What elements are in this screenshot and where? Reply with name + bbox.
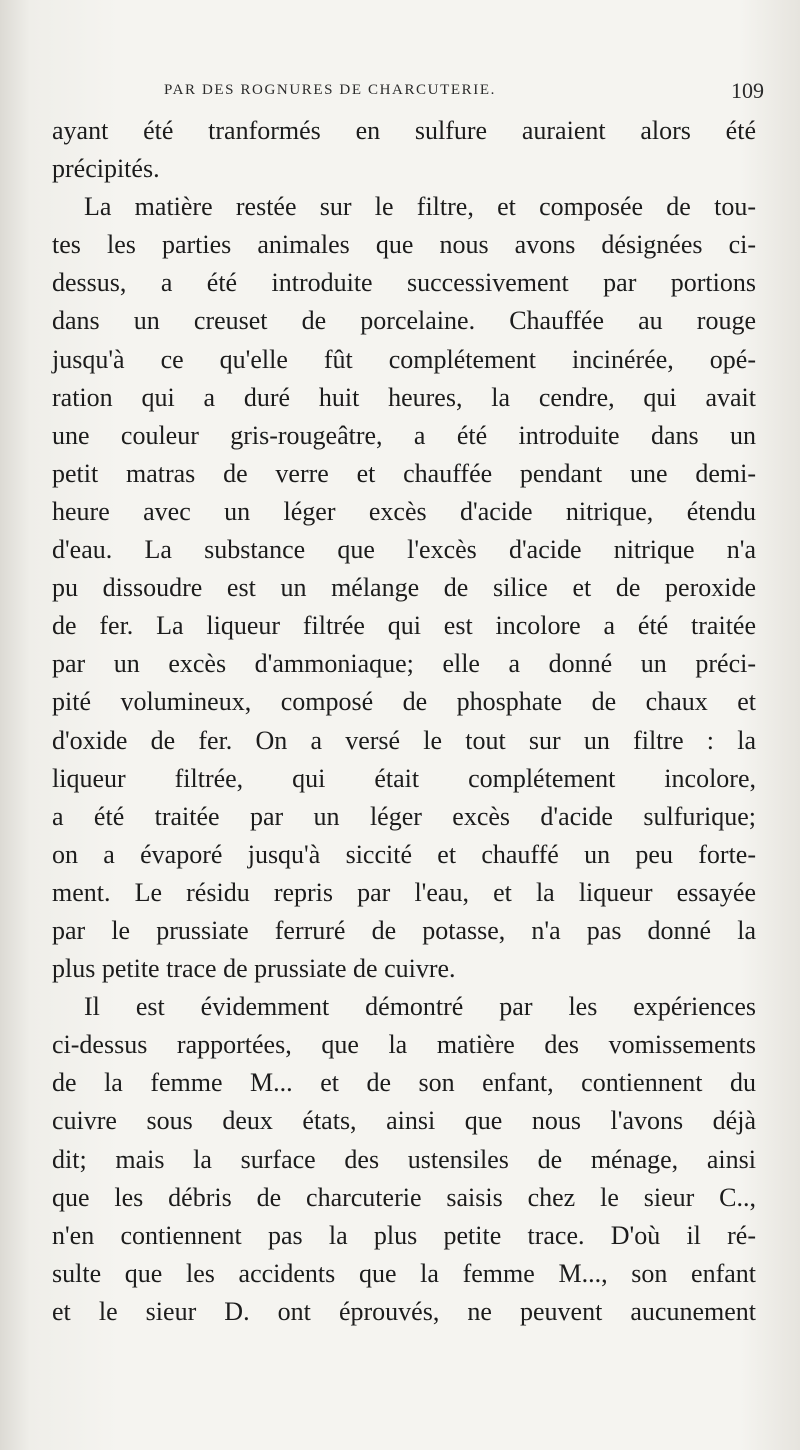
text-line: que les débris de charcuterie saisis chez le sieur C.., [52, 1182, 756, 1212]
paragraph-2 [52, 188, 756, 988]
text-line: heure avec un léger excès d'acide nitrique, étendu [52, 496, 756, 526]
text-line: pité volumineux, composé de phosphate de chaux et [52, 687, 756, 717]
text-line: Il est évidemment démontré par les expériences [84, 992, 756, 1022]
text-line: dessus, a été introduite successivement par portions [52, 268, 756, 298]
text-line: de la femme M... et de son enfant, contiennent du [52, 1068, 756, 1098]
running-head: PAR DES ROGNURES DE CHARCUTERIE. [164, 82, 496, 98]
paragraph-3 [52, 988, 756, 1331]
text-line: pu dissoudre est un mélange de silice et de peroxide [52, 573, 756, 603]
text-line: ment. Le résidu repris par l'eau, et la liqueur essayée [52, 877, 756, 907]
paragraph-1 [52, 112, 756, 188]
text-line: par le prussiate ferruré de potasse, n'a pas donné la [52, 915, 756, 945]
text-line: petit matras de verre et chauffée pendant une demi- [52, 458, 756, 488]
text-line: ci-dessus rapportées, que la matière des vomissements [52, 1030, 756, 1060]
page-number: 109 [731, 78, 764, 103]
text-line: et le sieur D. ont éprouvés, ne peuvent aucunement [52, 1296, 756, 1326]
text-line: précipités. [52, 154, 160, 184]
text-line: a été traitée par un léger excès d'acide sulfurique; [52, 801, 756, 831]
text-line: n'en contiennent pas la plus petite trace. D'où il ré- [52, 1220, 756, 1250]
text-line: on a évaporé jusqu'à siccité et chauffé un peu forte- [52, 839, 756, 869]
text-line: La matière restée sur le filtre, et composée de tou- [84, 192, 756, 222]
text-line: plus petite trace de prussiate de cuivre. [52, 954, 456, 984]
page-header [52, 74, 764, 110]
text-line: cuivre sous deux états, ainsi que nous l'avons déjà [52, 1106, 756, 1136]
text-line: de fer. La liqueur filtrée qui est incolore a été traitée [52, 611, 756, 641]
text-line: d'eau. La substance que l'excès d'acide nitrique n'a [52, 535, 756, 565]
text-line: dit; mais la surface des ustensiles de ménage, ainsi [52, 1144, 756, 1174]
text-line: une couleur gris-rougeâtre, a été introduite dans un [52, 420, 756, 450]
text-line: ayant été tranformés en sulfure auraient alors été [52, 116, 756, 145]
text-line: sulte que les accidents que la femme M..., son enfant [52, 1258, 756, 1288]
text-line: tes les parties animales que nous avons désignées ci- [52, 230, 756, 260]
text-line: d'oxide de fer. On a versé le tout sur un filtre : la [52, 725, 756, 755]
text-line: dans un creuset de porcelaine. Chauffée au rouge [52, 306, 756, 336]
text-line: par un excès d'ammoniaque; elle a donné un préci- [52, 649, 756, 679]
body-text [52, 112, 756, 1331]
text-line: ration qui a duré huit heures, la cendre, qui avait [52, 382, 756, 412]
text-line: liqueur filtrée, qui était complétement incolore, [52, 763, 756, 793]
text-line: jusqu'à ce qu'elle fût complétement incinérée, opé- [52, 344, 756, 374]
